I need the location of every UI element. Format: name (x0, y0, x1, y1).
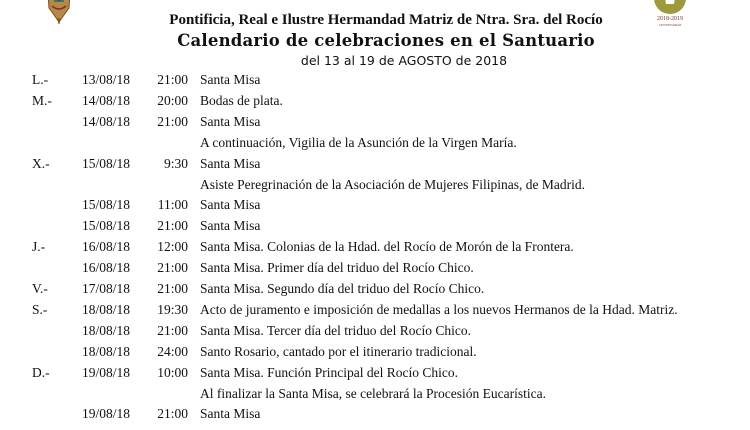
event-description: Santa Misa (200, 155, 261, 171)
event-description: Asiste Peregrinación de la Asociación de Mujeres Filipinas, de Madrid. (200, 176, 586, 192)
event-description: Santo Rosario, cantado por el itinerario tradicional. (200, 343, 477, 359)
event-time: 19:30 (157, 301, 188, 317)
event-time: 21:00 (157, 260, 188, 276)
event-date: 17/08/18 (82, 281, 131, 296)
event-description: Santa Misa (200, 197, 261, 213)
event-time: 12:00 (157, 239, 188, 255)
event-time: 21:00 (157, 113, 188, 129)
event-description: Al finalizar la Santa Misa, se celebrará la Procesión Eucarística. (200, 385, 546, 401)
event-description: Santa Misa. Colonias de la Hdad. del Rocío de Morón de la Frontera. (200, 239, 574, 255)
weekday-label: L.- (32, 72, 49, 87)
event-description: Santa Misa (200, 406, 261, 422)
event-time: 20:00 (157, 92, 188, 108)
event-time: 11:00 (157, 197, 188, 213)
event-date: 15/08/18 (82, 197, 131, 213)
event-description: Acto de juramento e imposición de medallas a los nuevos Hermanos de la Hdad. Matriz. (200, 301, 678, 317)
event-date: 15/08/18 (82, 218, 131, 234)
event-date: 18/08/18 (82, 322, 131, 338)
date-range-subtitle: del 13 al 19 de AGOSTO de 2018 (300, 53, 508, 68)
weekday-label: J.- (32, 239, 46, 255)
event-time: 21:00 (157, 218, 188, 234)
event-date: 19/08/18 (82, 364, 131, 380)
event-time: 21:00 (157, 281, 188, 296)
event-description: A continuación, Vigilia de la Asunción de la Virgen María. (200, 134, 517, 150)
event-date: 15/08/18 (82, 155, 131, 171)
event-description: Santa Misa (200, 218, 261, 234)
event-date: 18/08/18 (82, 343, 131, 359)
event-date: 18/08/18 (82, 301, 131, 317)
event-date: 14/08/18 (82, 92, 131, 108)
event-description: Santa Misa (200, 72, 261, 87)
event-time: 21:00 (157, 406, 188, 422)
brotherhood-name: Pontificia, Real e Ilustre Hermandad Matriz de Ntra. Sra. del Rocío (169, 12, 603, 28)
event-date: 13/08/18 (82, 72, 131, 87)
weekday-label: M.- (32, 92, 52, 108)
svg-text:2018-2019: 2018-2019 (657, 16, 683, 22)
weekday-label: D.- (32, 364, 50, 380)
page-title: Calendario de celebraciones en el Santuario (177, 31, 595, 50)
event-description: Santa Misa. Tercer día del triduo del Rocío Chico. (200, 322, 471, 338)
event-date: 19/08/18 (82, 406, 131, 422)
event-description: Santa Misa. Función Principal del Rocío Chico. (200, 364, 458, 380)
event-time: 10:00 (157, 364, 188, 380)
weekday-label: V.- (32, 281, 48, 296)
event-time: 21:00 (157, 72, 188, 87)
event-date: 16/08/18 (82, 260, 131, 276)
weekday-label: S.- (32, 301, 48, 317)
event-description: Bodas de plata. (200, 92, 283, 108)
event-time: 21:00 (157, 322, 188, 338)
event-date: 16/08/18 (82, 239, 131, 255)
event-description: Santa Misa. Primer día del triduo del Rocío Chico. (200, 260, 474, 276)
event-time: 24:00 (157, 343, 188, 359)
svg-text:CENTENARIO: CENTENARIO (658, 23, 682, 27)
weekday-label: X.- (32, 155, 50, 171)
event-date: 14/08/18 (82, 113, 131, 129)
event-description: Santa Misa (200, 113, 261, 129)
event-time: 9:30 (163, 155, 188, 171)
event-description: Santa Misa. Segundo día del triduo del Rocío Chico. (200, 281, 485, 296)
